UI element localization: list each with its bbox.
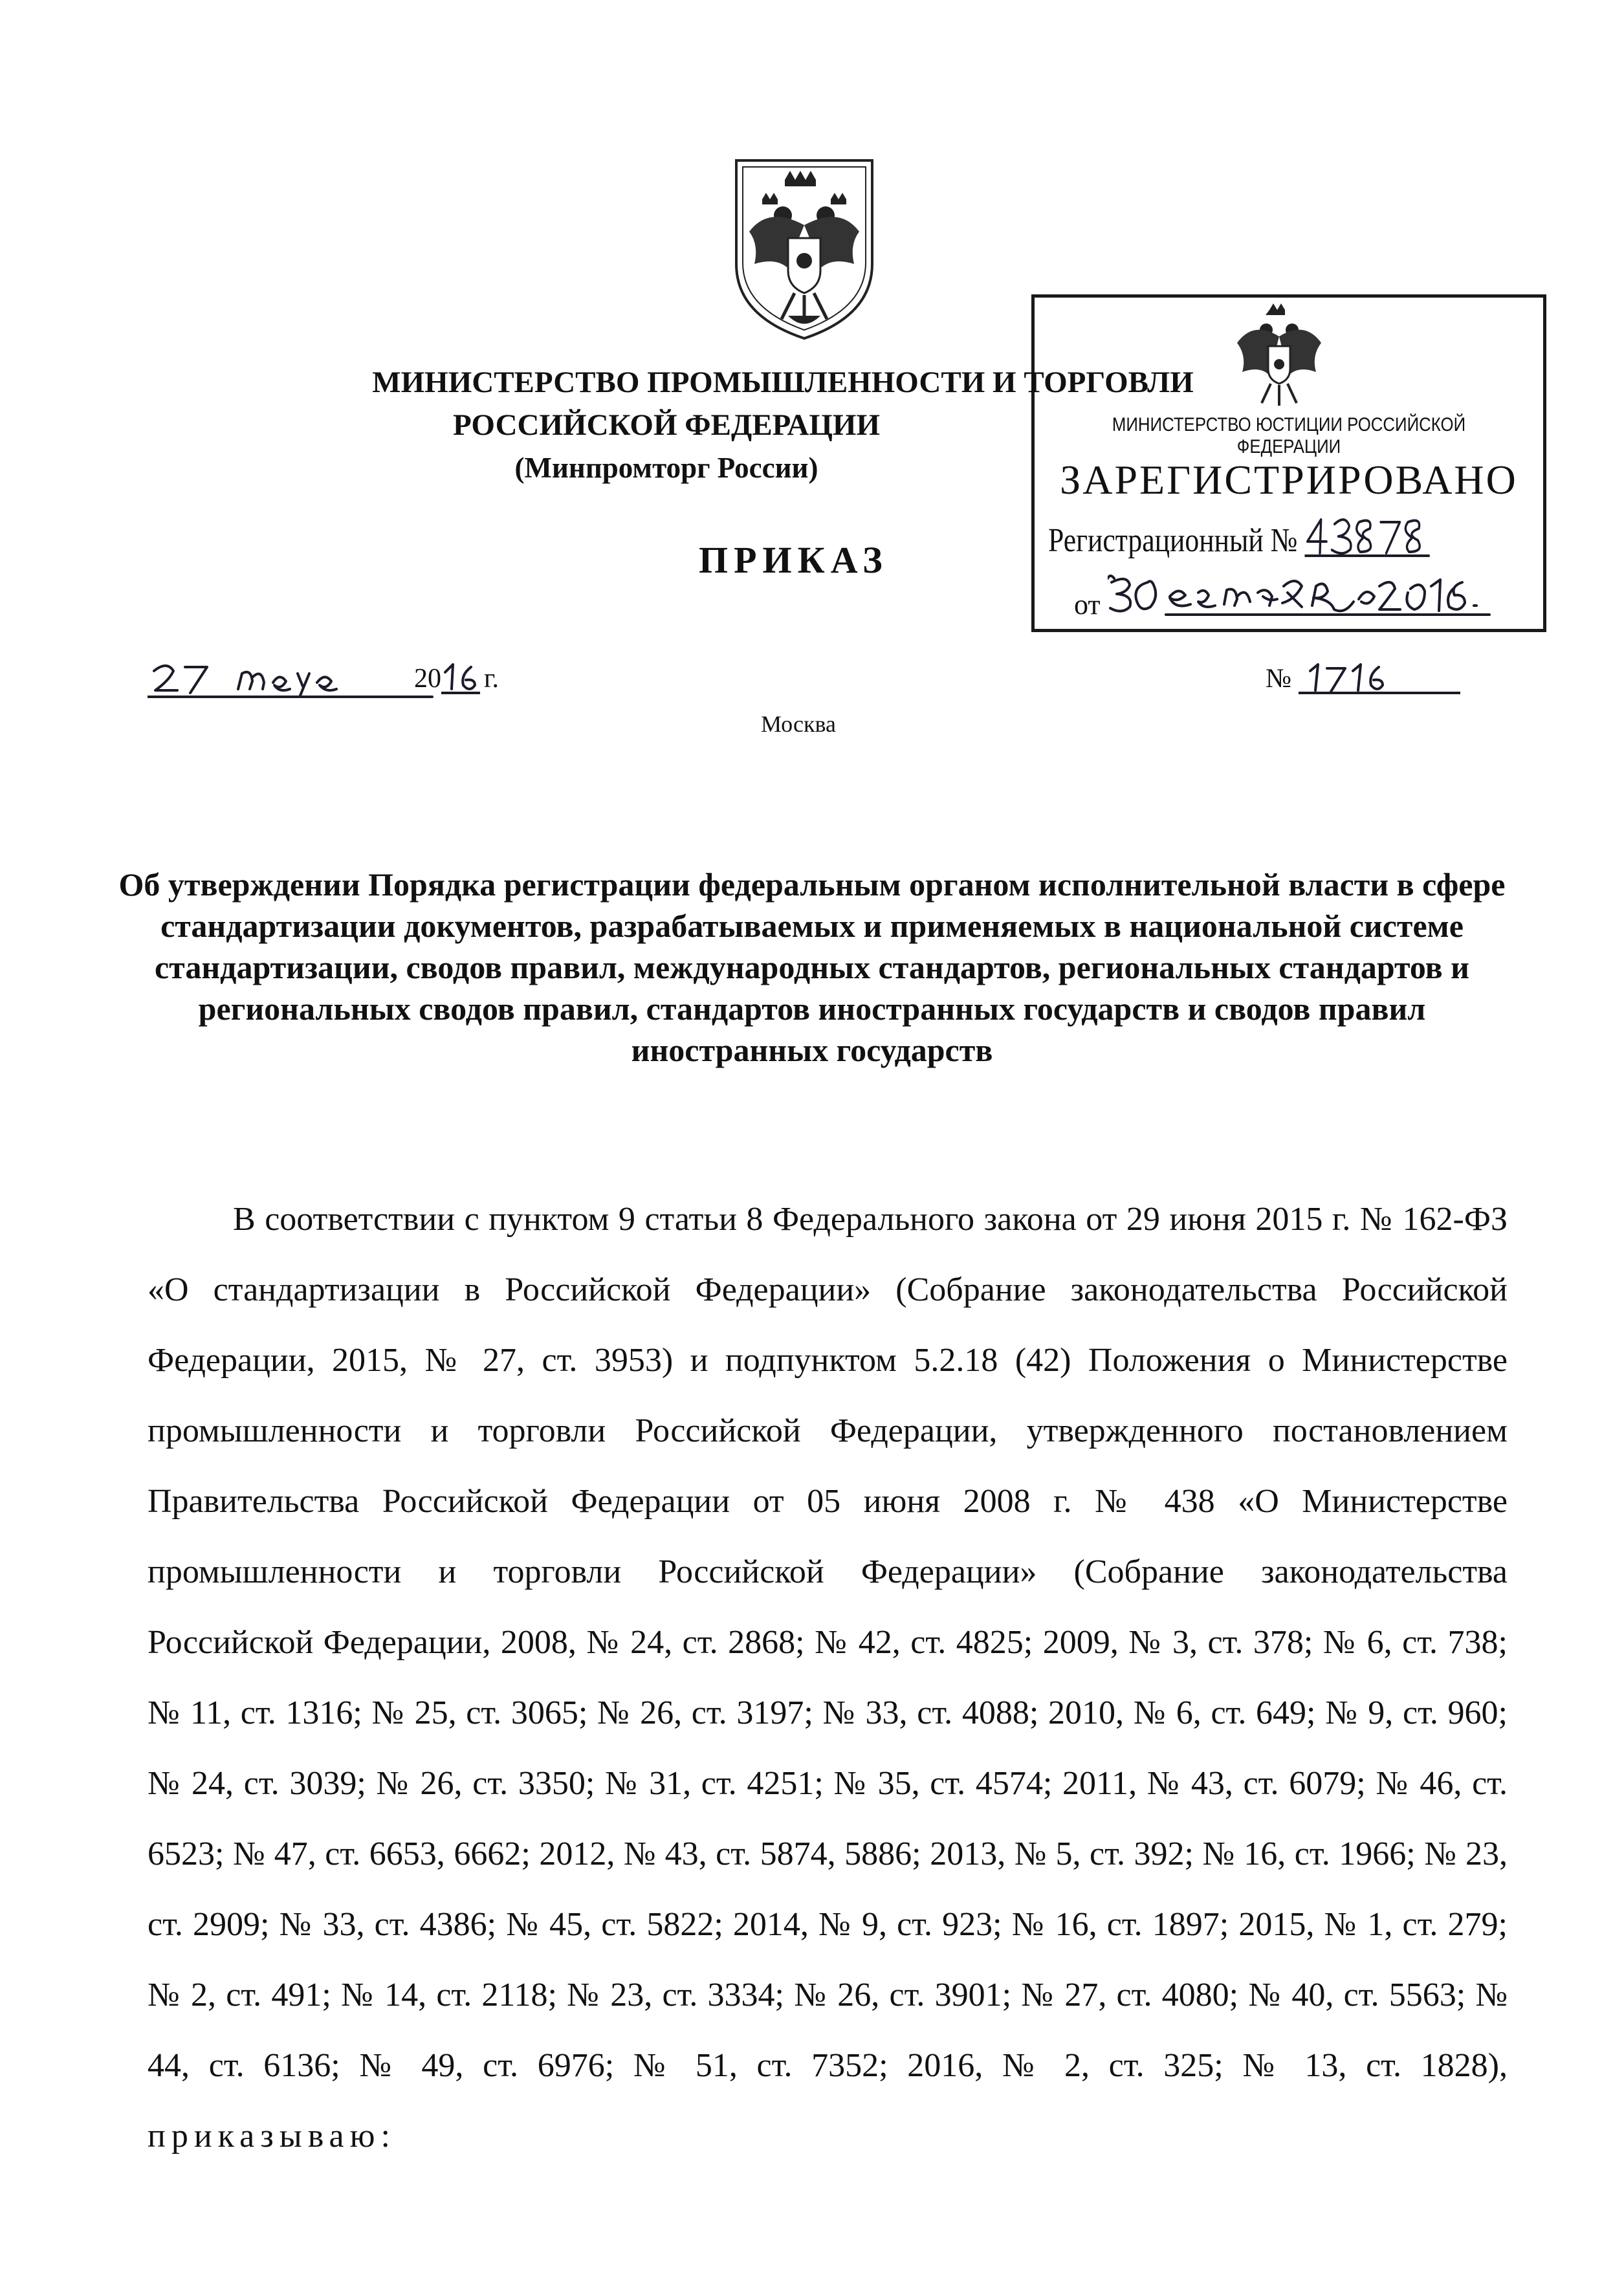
russian-coat-of-arms-icon (723, 154, 885, 342)
stamp-regno-value (1304, 521, 1429, 560)
stamp-date-label: от (1074, 589, 1101, 620)
body-closing: приказываю: (148, 2118, 396, 2154)
document-type: ПРИКАЗ (699, 539, 888, 581)
stamp-date-value (1108, 582, 1489, 621)
ministry-name-line1: МИНИСТЕРСТВО ПРОМЫШЛЕННОСТИ И ТОРГОВЛИ (372, 366, 1194, 399)
stamp-regno-label: Регистрационный № (1048, 522, 1298, 559)
stamp-ministry-label: МИНИСТЕРСТВО ЮСТИЦИИ РОССИЙСКОЙ ФЕДЕРАЦИИ (1112, 414, 1466, 457)
stamp-date (1074, 582, 1489, 621)
body-paragraph (148, 1184, 1508, 2171)
date-year (414, 663, 499, 694)
ministry-header (272, 361, 1294, 489)
stamp-registration-number (1048, 521, 1461, 560)
document-title: Об утверждении Порядка регистрации федеральным органом исполнительной власти в сфере стандартизации документов, разрабатываемых и применяемых в национальной системе стандартизации, сводов правил, международных стандартов, региональных стандартов и региональных сводов правил, стандартов иностранных государств и сводов правил иностранных государств (118, 866, 1506, 1068)
order-number-label: № (1266, 664, 1292, 694)
year-handwritten (441, 664, 479, 694)
year-suffix: г. (484, 664, 499, 694)
ministry-name-line2: РОССИЙСКОЙ ФЕДЕРАЦИИ (453, 408, 880, 442)
order-number-value (1299, 664, 1460, 694)
year-prefix: 20 (414, 664, 441, 694)
order-number (1266, 663, 1460, 694)
stamp-registered-label: ЗАРЕГИСТРИРОВАНО (1060, 457, 1518, 503)
city: Москва (761, 711, 836, 737)
body-text: В соответствии с пунктом 9 статьи 8 Федерального закона от 29 июня 2015 г. № 162-ФЗ «О стандартизации в Российской Федерации» (Собрание законодательства Российской Федерации, 2015, № 27, ст. 3953) и подпунктом 5.2.18 (42) Положения о Министерстве промышленности и торговли Российской Федерации, утвержденного постановлением Правительства Российской Федерации от 05 июня 2008 г. № 438 «О Министерстве промышленности и торговли Российской Федерации» (Собрание законодательства Российской Федерации, 2008, № 24, ст. 2868; № 42, ст. 4825; 2009, № 3, ст. 378; № 6, ст. 738; № 11, ст. 1316; № 25, ст. 3065; № 26, ст. 3197; № 33, ст. 4088; 2010, № 6, ст. 649; № 9, ст. 960; № 24, ст. 3039; № 26, ст. 3350; № 31, ст. 4251; № 35, ст. 4574; 2011, № 43, ст. 6079; № 46, ст. 6523; № 47, ст. 6653, 6662; 2012, № 43, ст. 5874, 5886; 2013, № 5, ст. 392; № 16, ст. 1966; № 23, ст. 2909; № 33, ст. 4386; № 45, ст. 5822; 2014, № 9, ст. 923; № 16, ст. 1897; 2015, № 1, ст. 279; № 2, ст. 491; № 14, ст. 2118; № 23, ст. 3334; № 26, ст. 3901; № 27, ст. 4080; № 40, ст. 5563; № 44, ст. 6136; № 49, ст. 6976; № 51, ст. 7352; 2016, № 2, ст. 325; № 13, ст. 1828), (148, 1201, 1508, 2084)
ministry-short-name: (Минпромторг России) (514, 452, 818, 484)
